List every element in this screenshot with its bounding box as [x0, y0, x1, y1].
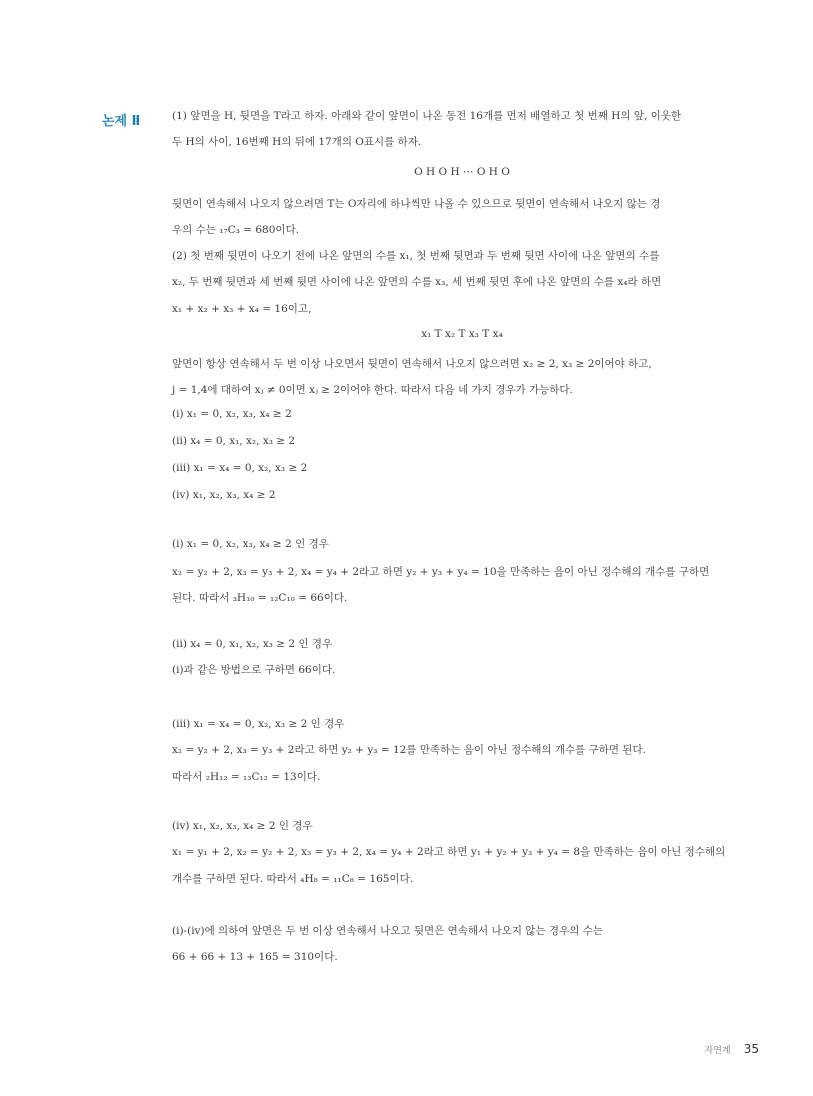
- text-line: 앞면이 항상 연속해서 두 번 이상 나오면서 뒷면이 연속해서 나오지 않으려면 x₂ ≥ 2, x₃ ≥ 2이어야 하고,: [172, 358, 652, 370]
- text-line: 우의 수는 ₁₇C₃ = 680이다.: [172, 224, 300, 236]
- text-line: 따라서 ₂H₁₂ = ₁₃C₁₂ = 13이다.: [172, 771, 321, 783]
- page-number: 35: [743, 1042, 759, 1056]
- equation-line: x₁ T x₂ T x₃ T x₄: [421, 328, 503, 340]
- text-line: (i)-(iv)에 의하여 앞면은 두 번 이상 연속해서 나오고 뒷면은 연속해서 나오지 않는 경우의 수는: [172, 925, 603, 937]
- text-line: x₂ = y₂ + 2, x₃ = y₃ + 2, x₄ = y₄ + 2라고 하면 y₂ + y₃ + y₄ = 10을 만족하는 음이 아닌 정수해의 개수를 구하면: [172, 566, 710, 578]
- text-line: x₂ = y₂ + 2, x₃ = y₃ + 2라고 하면 y₂ + y₃ = 12를 만족하는 음이 아닌 정수해의 개수를 구하면 된다.: [172, 744, 647, 756]
- case-heading: (iii) x₁ = x₄ = 0, x₂, x₃ ≥ 2 인 경우: [172, 718, 345, 730]
- section-label: 논제 Ⅱ: [102, 114, 141, 129]
- text-line: 66 + 66 + 13 + 165 = 310이다.: [172, 951, 338, 963]
- case-heading: (i) x₁ = 0, x₂, x₃, x₄ ≥ 2 인 경우: [172, 538, 329, 550]
- text-line: 두 H의 사이, 16번째 H의 뒤에 17개의 O표시를 하자.: [172, 136, 422, 148]
- case-item: (ii) x₄ = 0, x₁, x₂, x₃ ≥ 2: [172, 435, 296, 447]
- text-line: j = 1,4에 대하여 xⱼ ≠ 0이면 xⱼ ≥ 2이어야 한다. 따라서 다음 네 가지 경우가 가능하다.: [172, 384, 573, 396]
- text-line: x₁ = y₁ + 2, x₂ = y₂ + 2, x₃ = y₃ + 2, x₄ = y₄ + 2라고 하면 y₁ + y₂ + y₃ + y₄ = 8을 만족하는 음이 아닌 정수해의: [172, 846, 726, 858]
- page-footer: [705, 1038, 759, 1057]
- text-line: (i)과 같은 방법으로 구하면 66이다.: [172, 664, 336, 676]
- text-line: (2) 첫 번째 뒷면이 나오기 전에 나온 앞면의 수를 x₁, 첫 번째 뒷면과 두 번째 뒷면 사이에 나온 앞면의 수를: [172, 250, 660, 262]
- case-item: (iii) x₁ = x₄ = 0, x₂, x₃ ≥ 2: [172, 462, 308, 474]
- equation-line: O H O H ⋯ O H O: [414, 166, 510, 178]
- case-heading: (ii) x₄ = 0, x₁, x₂, x₃ ≥ 2 인 경우: [172, 638, 333, 650]
- text-line: 개수를 구하면 된다. 따라서 ₄H₈ = ₁₁C₈ = 165이다.: [172, 873, 414, 885]
- case-heading: (iv) x₁, x₂, x₃, x₄ ≥ 2 인 경우: [172, 820, 313, 832]
- case-item: (iv) x₁, x₂, x₃, x₄ ≥ 2: [172, 489, 276, 501]
- case-item: (i) x₁ = 0, x₂, x₃, x₄ ≥ 2: [172, 408, 292, 420]
- text-line: (1) 앞면을 H, 뒷면을 T라고 하자. 아래와 같이 앞면이 나온 동전 16개를 먼저 배열하고 첫 번째 H의 앞, 이웃한: [172, 110, 682, 122]
- footer-section: 자연계: [704, 1046, 731, 1056]
- text-line: x₂, 두 번째 뒷면과 세 번째 뒷면 사이에 나온 앞면의 수를 x₃, 세 번째 뒷면 후에 나온 앞면의 수를 x₄라 하면: [172, 276, 662, 288]
- text-line: 된다. 따라서 ₃H₁₀ = ₁₂C₁₀ = 66이다.: [172, 592, 348, 604]
- text-line: 뒷면이 연속해서 나오지 않으려면 T는 O자리에 하나씩만 나올 수 있으므로 뒷면이 연속해서 나오지 않는 경: [172, 198, 661, 210]
- text-line: x₁ + x₂ + x₃ + x₄ = 16이고,: [172, 303, 312, 315]
